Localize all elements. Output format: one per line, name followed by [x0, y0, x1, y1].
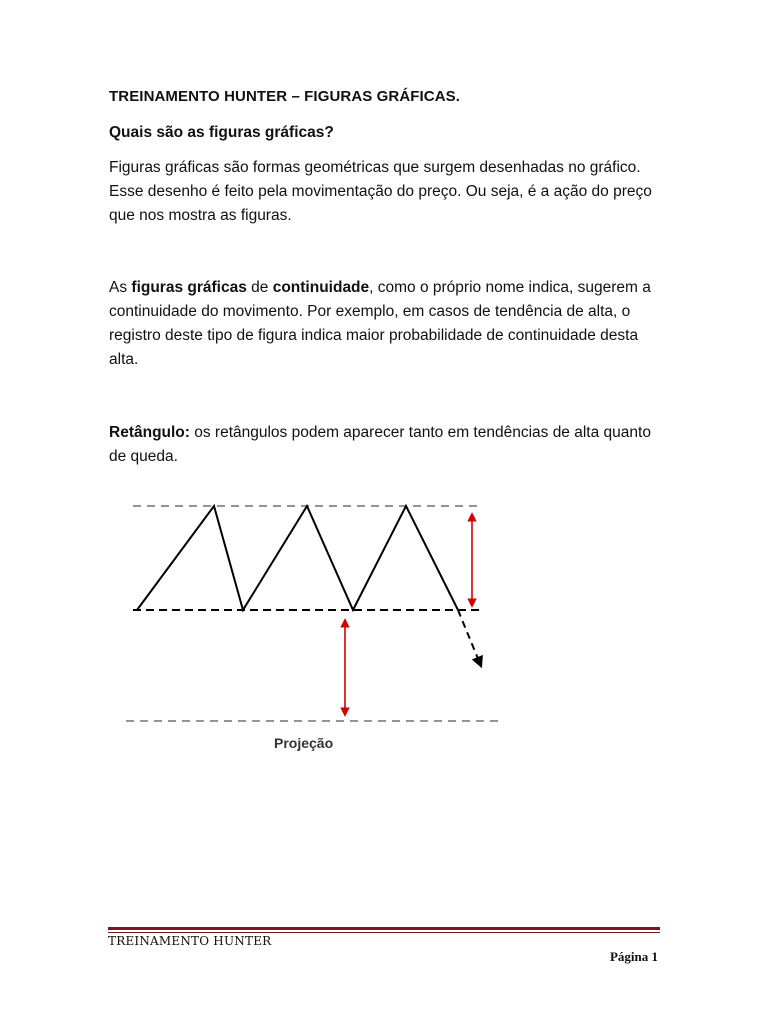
bold-term: figuras gráficas — [131, 279, 247, 296]
footer-divider-thin — [108, 932, 660, 933]
document-title: TREINAMENTO HUNTER – FIGURAS GRÁFICAS. — [109, 88, 461, 105]
footer-divider — [108, 927, 660, 930]
bold-term: continuidade — [272, 279, 370, 296]
section-question: Quais são as figuras gráficas? — [109, 124, 334, 141]
paragraph-rectangle — [109, 421, 669, 469]
breakout-arrow — [458, 610, 481, 666]
paragraph-text: , como o próprio nome indica, sugerem a continuidade do movimento. Por exemplo, em casos de tendência de alta, o registro deste tipo de figura indica maior probabilidade de continuidade desta alta. — [109, 279, 651, 368]
bold-term: Retângulo: — [109, 424, 190, 441]
paragraph-definition: Figuras gráficas são formas geométricas que surgem desenhadas no gráfico. Esse desenho é feito pela movimentação do preço. Ou seja, é a ação do preço que nos mostra as figuras. — [109, 159, 652, 224]
page-number: Página 1 — [609, 949, 658, 964]
projection-label: Projeção — [274, 735, 334, 751]
paragraph-text: os retângulos podem aparecer tanto em tendências de alta quanto de queda. — [109, 424, 651, 465]
price-zigzag — [137, 506, 458, 610]
rectangle-pattern-diagram — [0, 490, 768, 760]
footer-title: TREINAMENTO HUNTER — [108, 934, 272, 948]
paragraph-text: de — [246, 279, 273, 296]
paragraph-continuity — [109, 276, 669, 372]
paragraph-text: As — [109, 279, 132, 296]
